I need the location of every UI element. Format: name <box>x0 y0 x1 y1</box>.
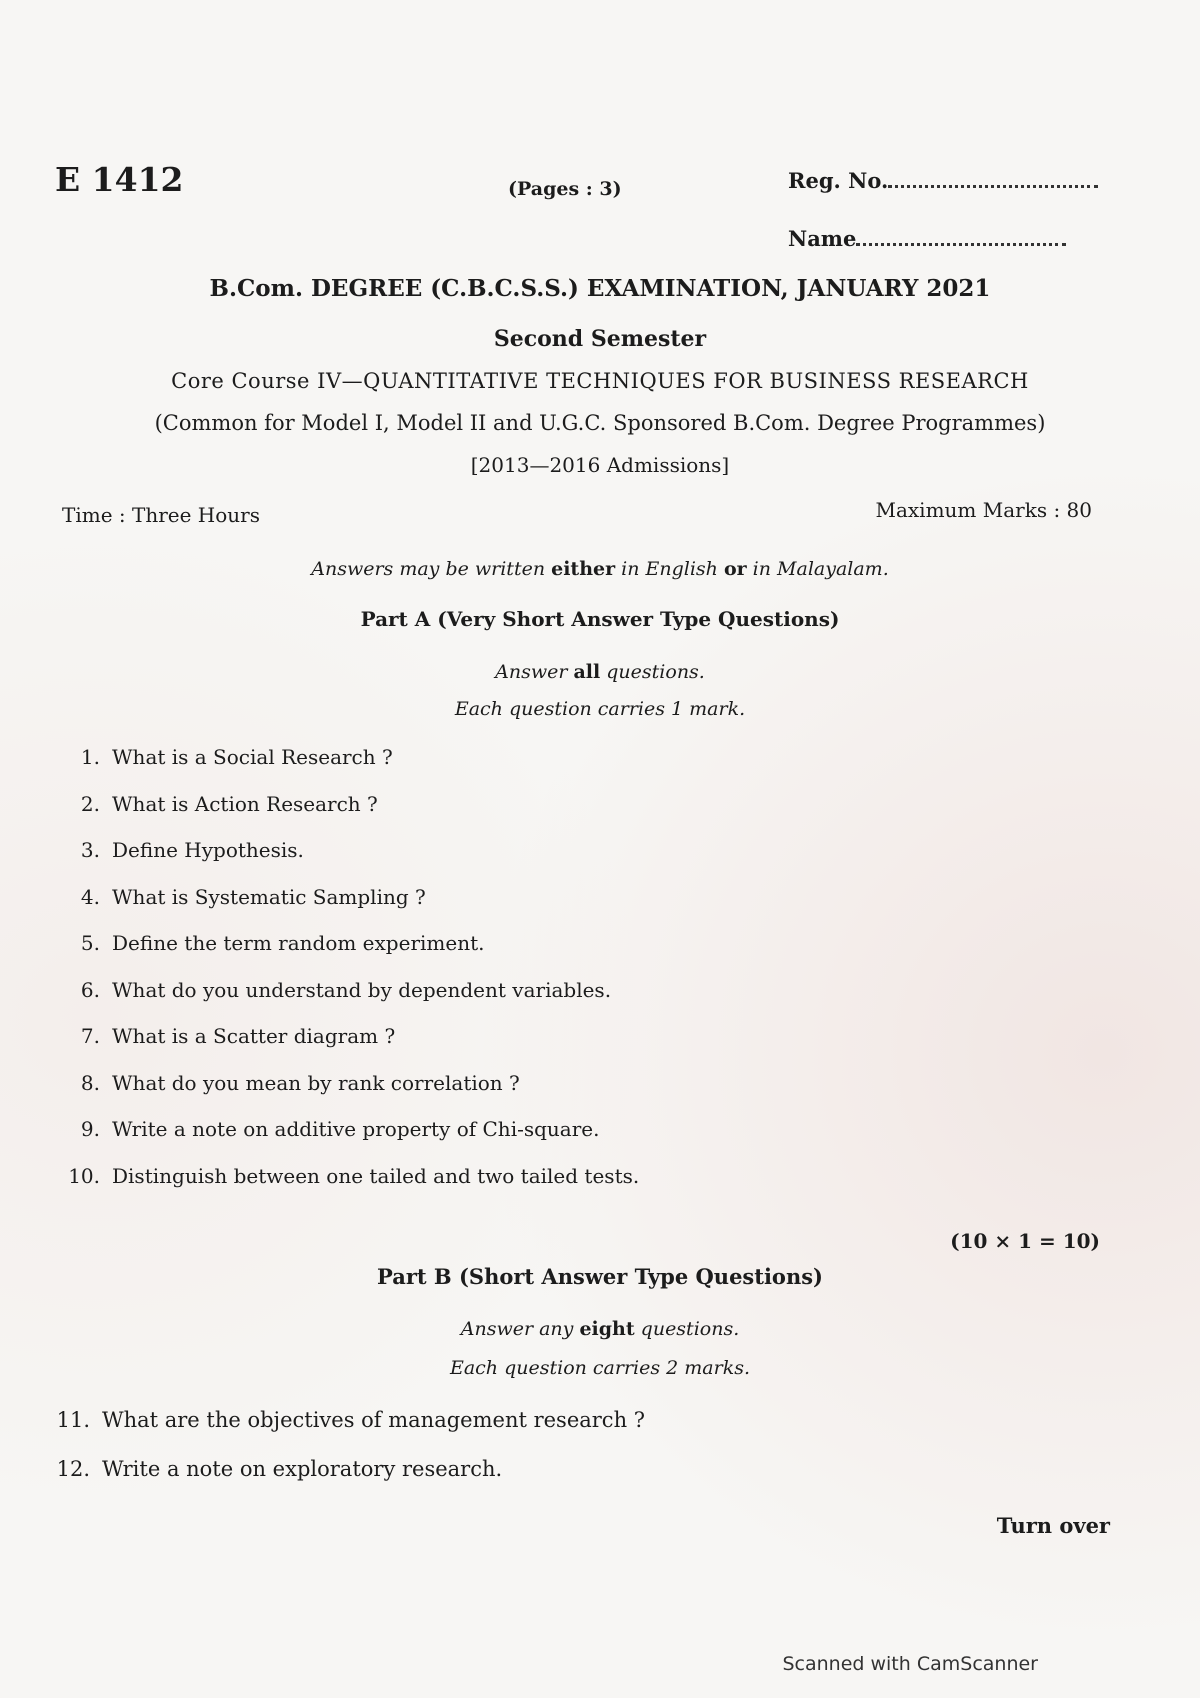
question-5 <box>62 931 484 955</box>
question-number: 1. <box>80 745 100 769</box>
instr-part: questions. <box>600 661 705 683</box>
instr-all: all <box>573 661 601 683</box>
question-text: Distinguish between one tailed and two tailed tests. <box>112 1164 640 1188</box>
part-a-marks-tally: (10 × 1 = 10) <box>950 1229 1100 1253</box>
question-4 <box>62 885 426 909</box>
time-allowed: Time : Three Hours <box>62 503 260 527</box>
question-7 <box>62 1024 395 1048</box>
name-label: Name <box>788 226 857 251</box>
semester: Second Semester <box>493 326 707 352</box>
question-text: What is Systematic Sampling ? <box>112 885 426 909</box>
question-number: 5. <box>80 931 100 955</box>
question-11 <box>52 1408 645 1432</box>
question-text: Define Hypothesis. <box>112 838 304 862</box>
lang-note-part: in English <box>615 558 724 580</box>
question-number: 11. <box>56 1408 90 1432</box>
question-text: What do you understand by dependent variables. <box>112 978 612 1002</box>
question-3 <box>62 838 304 862</box>
part-a-title: Part A (Very Short Answer Type Questions) <box>360 607 840 631</box>
question-text: What is a Social Research ? <box>112 745 393 769</box>
lang-note-or: or <box>723 558 747 580</box>
instr-part: questions. <box>634 1318 740 1340</box>
lang-note-part: in Malayalam. <box>746 558 889 580</box>
part-a-instruction-2: Each question carries 1 mark. <box>454 698 746 720</box>
instr-part: Answer any <box>460 1318 580 1340</box>
question-text: Write a note on exploratory research. <box>102 1457 503 1481</box>
language-instruction <box>0 558 1200 580</box>
question-1 <box>62 745 393 769</box>
part-b-instruction-2: Each question carries 2 marks. <box>449 1357 751 1379</box>
exam-title: B.Com. DEGREE (C.B.C.S.S.) EXAMINATION, JANUARY 2021 <box>209 275 991 302</box>
scanner-watermark: Scanned with CamScanner <box>782 1653 1038 1675</box>
question-text: What is Action Research ? <box>112 792 378 816</box>
question-number: 3. <box>80 838 100 862</box>
question-number: 12. <box>56 1457 90 1481</box>
question-6 <box>62 978 611 1002</box>
reg-no-dots <box>888 171 1098 188</box>
lang-note-part: Answers may be written <box>311 558 552 580</box>
question-number: 9. <box>80 1117 100 1141</box>
question-text: Write a note on additive property of Chi-square. <box>112 1117 600 1141</box>
common-note: (Common for Model I, Model II and U.G.C. Sponsored B.Com. Degree Programmes) <box>154 411 1046 435</box>
paper-code: E 1412 <box>55 160 184 199</box>
lang-note-either: either <box>551 558 616 580</box>
course-title: Core Course IV—QUANTITATIVE TECHNIQUES FOR BUSINESS RESEARCH <box>171 369 1029 393</box>
question-text: What do you mean by rank correlation ? <box>112 1071 520 1095</box>
part-a-instruction-1 <box>0 661 1200 683</box>
question-number: 6. <box>80 978 100 1002</box>
question-number: 8. <box>80 1071 100 1095</box>
question-number: 7. <box>80 1024 100 1048</box>
instr-part: Answer <box>495 661 574 683</box>
question-12 <box>52 1457 502 1481</box>
question-number: 4. <box>80 885 100 909</box>
question-text: What are the objectives of management research ? <box>102 1408 646 1432</box>
instr-eight: eight <box>579 1318 635 1340</box>
maximum-marks: Maximum Marks : 80 <box>875 498 1092 522</box>
admissions: [2013—2016 Admissions] <box>470 453 730 477</box>
page-count: (Pages : 3) <box>508 178 622 200</box>
question-9 <box>62 1117 599 1141</box>
part-b-title: Part B (Short Answer Type Questions) <box>377 1264 823 1289</box>
part-b-instruction-1 <box>0 1318 1200 1340</box>
question-number: 2. <box>80 792 100 816</box>
name-dots <box>856 229 1066 246</box>
question-10 <box>62 1164 639 1188</box>
name-field <box>788 226 1066 251</box>
reg-no-label: Reg. No. <box>788 168 889 193</box>
question-number: 10. <box>68 1164 100 1188</box>
reg-no-field <box>788 168 1098 193</box>
question-text: Define the term random experiment. <box>112 931 485 955</box>
question-8 <box>62 1071 520 1095</box>
turn-over-note: Turn over <box>996 1513 1110 1538</box>
question-2 <box>62 792 378 816</box>
question-text: What is a Scatter diagram ? <box>112 1024 396 1048</box>
